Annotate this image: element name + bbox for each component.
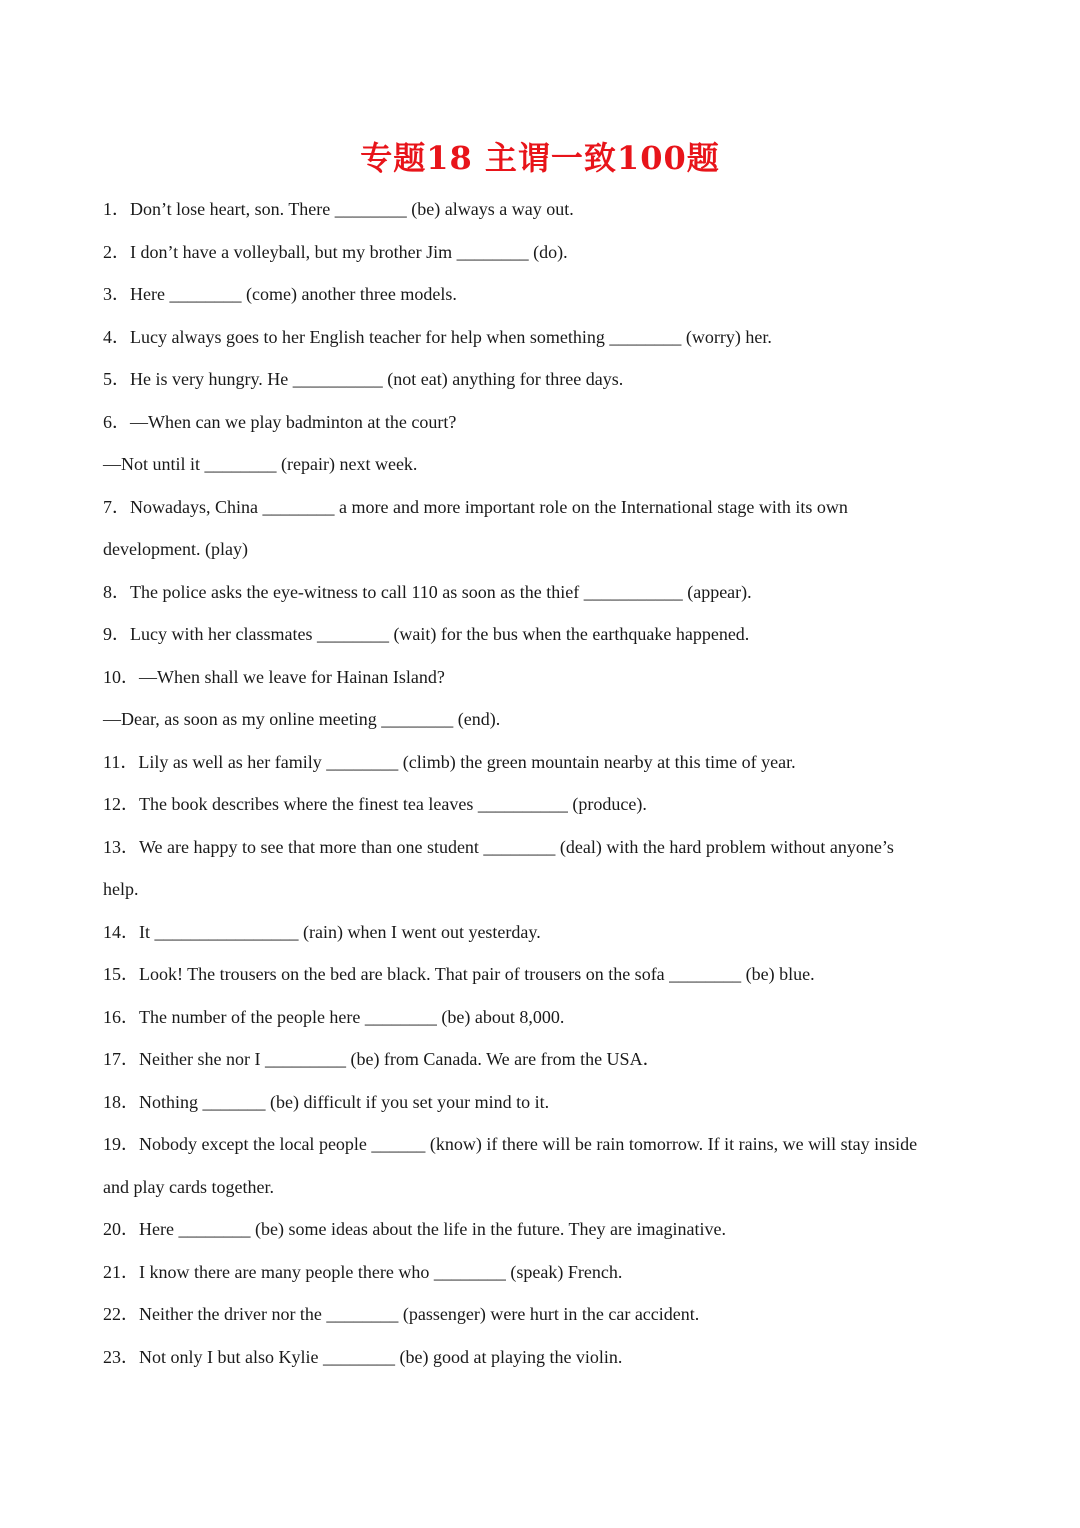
question-4: 4．Lucy always goes to her English teacher for help when something ________ (worry) her. [103, 326, 772, 347]
question-11: 11．Lily as well as her family ________ (climb) the green mountain nearby at this time of year. [103, 751, 796, 772]
question-17: 17．Neither she nor I _________ (be) from Canada. We are from the USA． [103, 1049, 661, 1069]
question-20: 20．Here ________ (be) some ideas about the life in the future. They are imaginative. [103, 1219, 726, 1239]
question-2: 2．I don’t have a volleyball, but my brother Jim ________ (do). [103, 241, 568, 262]
question-5: 5．He is very hungry. He __________ (not eat) anything for three days. [103, 369, 624, 389]
question-22: 22．Neither the driver nor the ________ (passenger) were hurt in the car accident. [103, 1304, 700, 1324]
question-23: 23．Not only I but also Kylie ________ (be) good at playing the violin. [103, 1346, 623, 1367]
question-10: 10．—When shall we leave for Hainan Island? [103, 666, 445, 687]
question-1: 1．Don’t lose heart, son. There ________ (be) always a way out. [103, 199, 574, 219]
question-19: 19．Nobody except the local people ______ (know) if there will be rain tomorrow. If it rains, we will stay inside [103, 1134, 918, 1154]
question-7: 7．Nowadays, China ________ a more and more important role on the International stage with its own [103, 496, 848, 517]
page-title: 专题18 主谓一致100题 [360, 139, 720, 177]
question-9: 9．Lucy with her classmates ________ (wait) for the bus when the earthquake happened. [103, 624, 750, 644]
question-19-continued: and play cards together. [103, 1176, 274, 1197]
question-16: 16．The number of the people here ________ (be) about 8,000. [103, 1006, 565, 1027]
question-13: 13．We are happy to see that more than one student ________ (deal) with the hard problem without anyone’s [103, 836, 894, 857]
question-7-continued: development. (play) [103, 539, 248, 559]
question-6: 6．—When can we play badminton at the court? [103, 411, 457, 432]
question-21: 21．I know there are many people there who ________ (speak) French. [103, 1261, 623, 1282]
question-13-continued: help. [103, 879, 139, 899]
question-15: 15．Look! The trousers on the bed are black. That pair of trousers on the sofa ________ (be) blue. [103, 964, 815, 984]
question-8: 8．The police asks the eye-witness to call 110 as soon as the thief ___________ (appear). [103, 581, 752, 602]
question-6-answer-line: —Not until it ________ (repair) next week. [103, 454, 418, 474]
question-list [103, 188, 983, 1378]
question-3: 3．Here ________ (come) another three models. [103, 284, 457, 304]
question-14: 14．It ________________ (rain) when I went out yesterday. [103, 921, 541, 942]
question-18: 18．Nothing _______ (be) difficult if you set your mind to it. [103, 1091, 550, 1112]
question-12: 12．The book describes where the finest tea leaves __________ (produce). [103, 794, 647, 814]
question-10-answer-line: —Dear, as soon as my online meeting ________ (end). [103, 709, 501, 729]
